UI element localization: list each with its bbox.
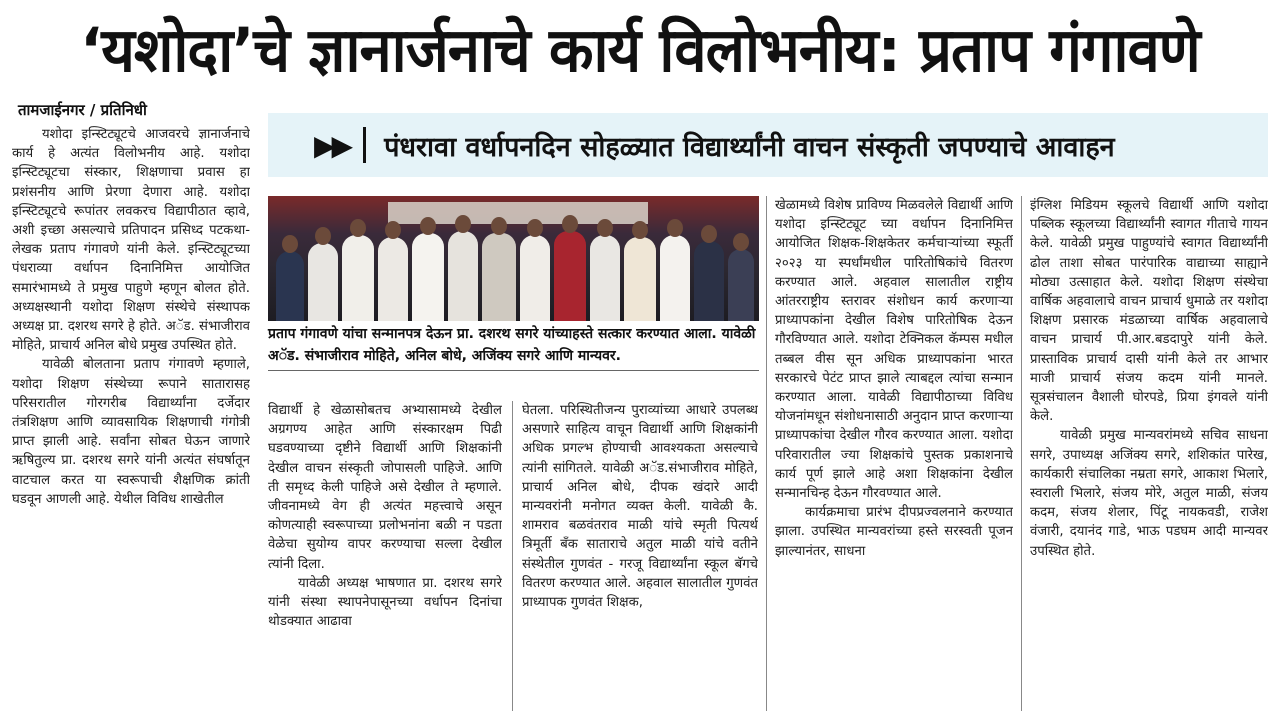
paragraph: विद्यार्थी हे खेळासोबतच अभ्यासामध्ये देखील अग्रगण्य आहेत आणि संस्कारक्षम पिढी घडवण्याच्या दृष्टीने विद्यार्थी आणि शिक्षकांनी देखील वाचन संस्कृती जोपासली पाहिजे. आणि ती समृध्द केली पाहिजे असे देखील ते म्हणाले. जीवनामध्ये वेग ही अत्यंत महत्त्वाचे असून कोणत्याही स्वरूपाच्या प्रलोभनांना बळी न पडता वेळेचा सुयोग्य वापर करण्याचा सल्ला देखील त्यांनी दिला. xyxy=(268,403,502,572)
paragraph: घेतला. परिस्थितीजन्य पुराव्यांच्या आधारे उपलब्ध असणारे साहित्य वाचून विद्यार्थी आणि शिक्षकांनी अधिक प्रगल्भ होण्याची आवश्यकता असल्याचे त्यांनी सांगितले. यावेळी अॅड.संभाजीराव मोहिते, प्राचार्य अनिल बोधे, दीपक खंदारे आदी मान्यवरांनी मनोगत व्यक्त केली. यावेळी कै. शामराव बळवंतराव माळी यांचे स्मृती पित्यर्थ त्रिमूर्ती बँक साताराचे अतुल माळी यांचे वतीने संस्थेतील गुणवंत - गरजू विद्यार्थ्यांना स्कूल बॅगचे वितरण करण्यात आले. अहवाल सालातील गुणवंत प्राध्यापक गुणवंत शिक्षक, xyxy=(522,403,758,611)
article-column-3 xyxy=(522,401,758,711)
article-column-4 xyxy=(775,196,1013,711)
event-photo xyxy=(268,196,759,321)
photo-caption: प्रताप गंगावणे यांचा सन्मानपत्र देऊन प्रा. दशरथ सगरे यांच्याहस्ते सत्कार करण्यात आला. यावेळी अॅड. संभाजीराव मोहिते, अनिल बोधे, अजिंक्य सगरे आणि मान्यवर. xyxy=(268,326,756,364)
headline: ‘यशोदा’चे ज्ञानार्जनाचे कार्य विलोभनीय: प्रताप गंगावणे xyxy=(80,14,1200,86)
column-divider xyxy=(512,401,513,711)
paragraph: यावेळी अध्यक्ष भाषणात प्रा. दशरथ सगरे यांनी संस्था स्थापनेपासूनच्या वर्धापन दिनांचा थोडक्यात आढावा xyxy=(268,575,502,630)
subheadline-box xyxy=(268,113,1268,177)
paragraph: खेळामध्ये विशेष प्राविण्य मिळवलेले विद्यार्थी आणि यशोदा इन्स्टिट्यूट च्या वर्धापन दिनानिमित्त आयोजित शिक्षक-शिक्षकेतर कर्मचाऱ्यांच्या स्फूर्ती २०२३ या स्पर्धांमधील पारितोषिकांचे वितरण करण्यात आले. अहवाल सालातील राष्ट्रीय आंतरराष्ट्रीय स्तरावर संशोधन कार्य करणाऱ्या प्राध्यापकांना देखील विशेष पारितोषिक देऊन गौरविण्यात आले. यशोदा टेक्निकल कॅम्पस मधील तब्बल वीस सून अधिक प्राध्यापकांना भारत सरकारचे पेटंट प्राप्त झाले त्याबद्दल त्यांचा सन्मान करण्यात आला. यावेळी विद्यापीठाच्या विविध योजनांमधून संशोधनासाठी अनुदान प्राप्त करणाऱ्या प्राध्यापकांचा देखील गौरव करण्यात आला. यशोदा परिवारातील ज्या शिक्षकांचे पुस्तक प्रकाशनाचे कार्य पूर्ण झाले आहे अशा शिक्षकांना देखील सन्मानचिन्ह देऊन गौरवण्यात आले. xyxy=(775,198,1013,502)
column-divider xyxy=(766,196,767,711)
column-divider xyxy=(1021,196,1022,711)
subhead-divider xyxy=(363,127,366,163)
subheadline: पंधरावा वर्धापनदिन सोहळ्यात विद्यार्थ्यांनी वाचन संस्कृती जपण्याचे आवाहन xyxy=(384,131,1115,163)
caption-rule xyxy=(268,370,759,371)
paragraph: यावेळी प्रमुख मान्यवरांमध्ये सचिव साधना सगरे, उपाध्यक्ष अजिंक्य सगरे, शशिकांत पारेख, कार्यकारी संचालिका नम्रता सगरे, आकाश भिलारे, स्वराली भिलारे, संजय मोरे, अतुल माळी, संजय कदम, संजय शेलार, पिंटू नायकवडी, राजेश वंजारी, दयानंद गाडे, भाऊ पडघम आदी मान्यवर उपस्थित होते. xyxy=(1030,428,1268,559)
paragraph: यावेळी बोलताना प्रताप गंगावणे म्हणाले, यशोदा शिक्षण संस्थेच्या रूपाने सातारासह परिसरातील गोरगरीब विद्यार्थ्यांना दर्जेदार तंत्रशिक्षण आणि व्यावसायिक शिक्षणाची गंगोत्री प्राप्त झाली आहे. सर्वांना सोबत घेऊन जाणारे ऋषितुल्य प्रा. दशरथ सगरे यांनी अत्यंत संघर्षातून वाटचाल करत या स्वरूपाची शैक्षणिक क्रांती घडवून आणली आहे. येथील विविध शाखेतील xyxy=(12,357,250,507)
byline: तामजाईनगर / प्रतिनिधी xyxy=(18,101,147,119)
headline-block xyxy=(0,0,1280,95)
article-column-2 xyxy=(268,401,502,711)
paragraph: यशोदा इन्स्टिट्यूटचे आजवरचे ज्ञानार्जनाचे कार्य हे अत्यंत विलोभनीय आहे. यशोदा इन्स्टिट्यूटचा संस्कार, शिक्षणाचा प्रवास हा प्रशंसनीय आणि प्रेरणा देणारा आहे. यशोदा इन्स्टिट्यूटचे रूपांतर लवकरच विद्यापीठात व्हावे, अशी इच्छा असल्याचे प्रतिपादन प्रसिध्द पटकथा- लेखक प्रताप गंगावणे यांनी केले. इन्स्टिट्यूटच्या पंधराव्या वर्धापन दिनानिमित्त आयोजित समारंभामध्ये ते प्रमुख पाहुणे म्हणून बोलत होते. अध्यक्षस्थानी यशोदा शिक्षण संस्थेचे संस्थापक अध्यक्ष प्रा. दशरथ सगरे हे होते. अॅड. संभाजीराव मोहिते, प्राचार्य अनिल बोधे प्रमुख उपस्थित होते. xyxy=(12,127,250,354)
double-play-arrow-icon: ▶▶ xyxy=(314,128,350,162)
paragraph: कार्यक्रमाचा प्रारंभ दीपप्रज्वलनाने करण्यात झाला. उपस्थित मान्यवरांच्या हस्ते सरस्वती पूजन झाल्यानंतर, साधना xyxy=(775,505,1013,559)
article-column-1 xyxy=(12,125,250,710)
article-column-5 xyxy=(1030,196,1268,711)
paragraph: इंग्लिश मिडियम स्कूलचे विद्यार्थी आणि यशोदा पब्लिक स्कूलच्या विद्यार्थ्यांनी स्वागत गीताचे गायन केले. यावेळी प्रमुख पाहुण्यांचे स्वागत विद्यार्थ्यांनी ढोल ताशा सोबत पारंपारिक वाद्याच्या साह्याने मोठ्या उत्साहात केले. यशोदा शिक्षण संस्थेचा वार्षिक अहवालाचे वाचन प्राचार्य धुमाळे तर यशोदा शिक्षण प्रसारक मंडळाच्या वार्षिक अहवालाचे वाचन प्राचार्य पी.आर.बडदापुरे यांनी केले. प्रास्ताविक प्राचार्य दासी यांनी केले तर आभार माजी प्राचार्य संजय कदम यांनी मानले. सूत्रसंचालन वैशाली घोरपडे, प्रिया इंगवले यांनी केले. xyxy=(1030,198,1268,425)
